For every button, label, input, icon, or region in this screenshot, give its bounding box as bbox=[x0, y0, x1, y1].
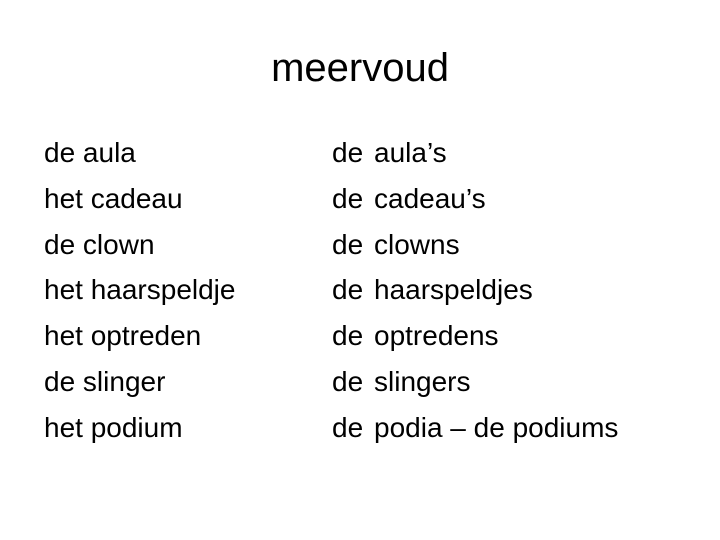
singular-item: het optreden bbox=[44, 320, 202, 352]
plural-article: de bbox=[332, 274, 364, 306]
singular-item: het cadeau bbox=[44, 182, 183, 214]
plural-article: de bbox=[332, 411, 364, 443]
plural-article: de bbox=[332, 228, 364, 260]
plural-word: haarspeldjes bbox=[374, 274, 533, 306]
plural-item bbox=[332, 405, 618, 451]
plural-article: de bbox=[332, 320, 364, 352]
singular-item: de aula bbox=[44, 137, 136, 168]
plural-word: slingers bbox=[374, 365, 471, 397]
singular-item: het haarspeldje bbox=[44, 274, 236, 306]
plural-item bbox=[332, 313, 618, 359]
plural-list bbox=[332, 130, 618, 451]
plural-item bbox=[332, 176, 618, 222]
plural-word: podia – de podiums bbox=[374, 411, 619, 443]
singular-item: de slinger bbox=[44, 365, 166, 397]
plural-item bbox=[332, 130, 618, 176]
singular-item: de clown bbox=[44, 228, 155, 260]
singular-list bbox=[44, 130, 235, 451]
plural-word: cadeau’s bbox=[374, 182, 486, 214]
plural-article: de bbox=[332, 365, 364, 397]
plural-word: optredens bbox=[374, 320, 499, 352]
plural-item bbox=[332, 359, 618, 405]
plural-word: clowns bbox=[374, 228, 460, 260]
singular-item: het podium bbox=[44, 411, 183, 443]
plural-item bbox=[332, 222, 618, 268]
plural-word: aula’s bbox=[374, 137, 447, 168]
plural-item bbox=[332, 267, 618, 313]
plural-article: de bbox=[332, 182, 364, 214]
slide-title: meervoud bbox=[271, 46, 449, 90]
plural-article: de bbox=[332, 137, 364, 168]
